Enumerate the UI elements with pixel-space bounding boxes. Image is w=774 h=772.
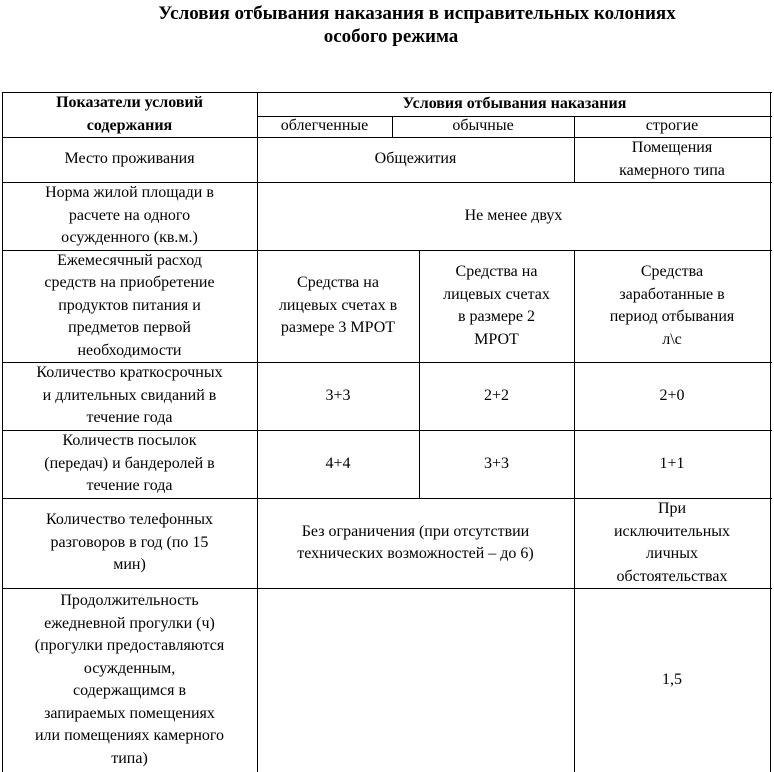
cell-text-line: личных (646, 545, 698, 562)
cell-text-line: При (657, 500, 687, 517)
row-label (2, 430, 257, 498)
row-label (2, 362, 257, 430)
cell-text-line: продуктов питания и (58, 296, 201, 314)
header-conditions: Условия отбывания наказания (402, 94, 627, 112)
cell-text-line: камерного типа (619, 161, 725, 179)
table-border-right (770, 92, 771, 772)
cell-text-line: содержащимся в (72, 682, 187, 699)
cell-text-line: период отбывания (609, 308, 735, 325)
table-cell-light (257, 430, 419, 498)
table-cell-merged (257, 498, 574, 588)
cell-text-line: и длительных свиданий в (42, 386, 217, 404)
cell-text-line: разговоров в год (по 15 (50, 533, 209, 551)
cell-text-line: 1+1 (659, 454, 685, 472)
cell-text (44, 250, 214, 363)
cell-text-line: исключительных (613, 522, 731, 540)
table-cell-normal (419, 362, 574, 430)
cell-text-line: 2+0 (659, 386, 685, 404)
cell-text (46, 509, 213, 577)
cell-text (279, 272, 397, 340)
table-cell-strict (574, 498, 770, 588)
table-cell-merged (257, 182, 770, 250)
cell-text-line: ежедневной прогулки (ч) (44, 614, 215, 632)
cell-text-line: размере 3 МРОТ (280, 319, 396, 337)
cell-text-line: обстоятельствах (616, 567, 728, 585)
table-cell-strict (574, 430, 770, 498)
cell-text-line: Место проживания (64, 150, 195, 168)
cell-text (484, 385, 509, 408)
cell-text-line: технических возможностей – до 6) (297, 545, 534, 562)
cell-text-line: 1,5 (662, 670, 682, 688)
cell-text-line: Показатели условий (56, 94, 203, 111)
cell-text (64, 148, 194, 171)
cell-text-line: запираемых помещениях (44, 704, 215, 722)
cell-text-line: Средства (640, 263, 704, 280)
cell-text-line: мин) (113, 556, 146, 574)
cell-text (36, 362, 222, 430)
title-line-2: особого режима (323, 26, 459, 47)
column-header-light: облегченные (280, 116, 369, 134)
title-line-1: Условия отбывания наказания в исправительных колониях (158, 3, 676, 24)
table-cell-merged (257, 137, 574, 182)
table-cell-normal (419, 250, 574, 362)
column-header-normal: обычные (452, 116, 514, 134)
table-cell-light (257, 362, 419, 430)
cell-text (619, 137, 725, 182)
cell-text (662, 669, 682, 692)
cell-text-line: содержания (86, 116, 173, 134)
cell-text (325, 385, 350, 408)
cell-text-line: 2+2 (483, 386, 510, 404)
cell-text (45, 182, 214, 250)
cell-text (56, 92, 203, 137)
cell-text-line: расчете на одного (68, 206, 191, 224)
cell-text-line: Без ограничения (при отсутствии (301, 522, 530, 540)
cell-text (375, 148, 457, 171)
cell-text-line: предметов первой (68, 319, 191, 337)
row-label (2, 250, 257, 362)
cell-text-line: или помещениях камерного (34, 727, 225, 744)
cell-text (465, 205, 563, 228)
cell-text-line: лицевых счетах в (278, 296, 398, 314)
table-cell-strict (574, 137, 770, 182)
cell-text-line: осужденным, (83, 659, 176, 677)
table-cell-normal (419, 430, 574, 498)
cell-text-line: в размере 2 (457, 308, 536, 325)
cell-text-line: Ежемесячный расход (57, 251, 202, 269)
cell-text-line: осужденного (кв.м.) (61, 229, 198, 247)
conditions-table (2, 92, 772, 772)
row-label (2, 182, 257, 250)
cell-text-line: Общежития (374, 150, 457, 168)
cell-text-line: (прогулки предоставляются (34, 637, 225, 654)
cell-text-line: Количеств посылок (62, 432, 197, 450)
cell-text-line: л\с (662, 330, 682, 348)
cell-text-line: Продолжительность (60, 592, 199, 609)
table-cell-merged (257, 588, 574, 772)
cell-text (659, 453, 684, 476)
cell-text (614, 498, 730, 588)
row-label (2, 137, 257, 182)
cell-text-line: 3+3 (325, 386, 351, 404)
cell-text-line: Средства на (297, 274, 379, 292)
cell-text-line: Норма жилой площади в (45, 184, 214, 202)
row-label (2, 588, 257, 772)
header-indicators (2, 92, 257, 137)
cell-text-line: Количество краткосрочных (36, 364, 223, 382)
table-cell-light (257, 250, 419, 362)
table-cell-strict (574, 250, 770, 362)
cell-text-line: Помещения (631, 139, 713, 156)
cell-text (659, 385, 684, 408)
cell-text-line: 4+4 (325, 454, 351, 472)
table-cell-strict (574, 588, 770, 772)
column-header-strict: строгие (645, 116, 699, 134)
cell-text-line: течение года (86, 409, 173, 427)
cell-text-line: лицевых счетах (443, 285, 550, 303)
cell-text (44, 430, 214, 498)
cell-text-line: Не менее двух (464, 206, 563, 224)
table-cell-strict (574, 362, 770, 430)
cell-text-line: средств на приобретение (44, 274, 215, 292)
cell-text-line: (передач) и бандеролей в (44, 454, 215, 472)
cell-text (35, 590, 225, 770)
cell-text-line: заработанные в (619, 285, 725, 303)
cell-text (610, 261, 735, 351)
cell-text-line: необходимости (77, 341, 182, 359)
cell-text-line: течение года (86, 477, 173, 495)
cell-text (443, 261, 550, 351)
cell-text-line: Средства на (455, 263, 538, 280)
document-title (0, 2, 774, 48)
cell-text (297, 521, 534, 566)
cell-text (484, 453, 509, 476)
cell-text-line: Количество телефонных (46, 511, 213, 529)
row-label (2, 498, 257, 588)
cell-text-line: МРОТ (474, 330, 519, 348)
cell-text (325, 453, 350, 476)
cell-text-line: 3+3 (483, 454, 510, 472)
cell-text-line: типа) (111, 749, 148, 767)
